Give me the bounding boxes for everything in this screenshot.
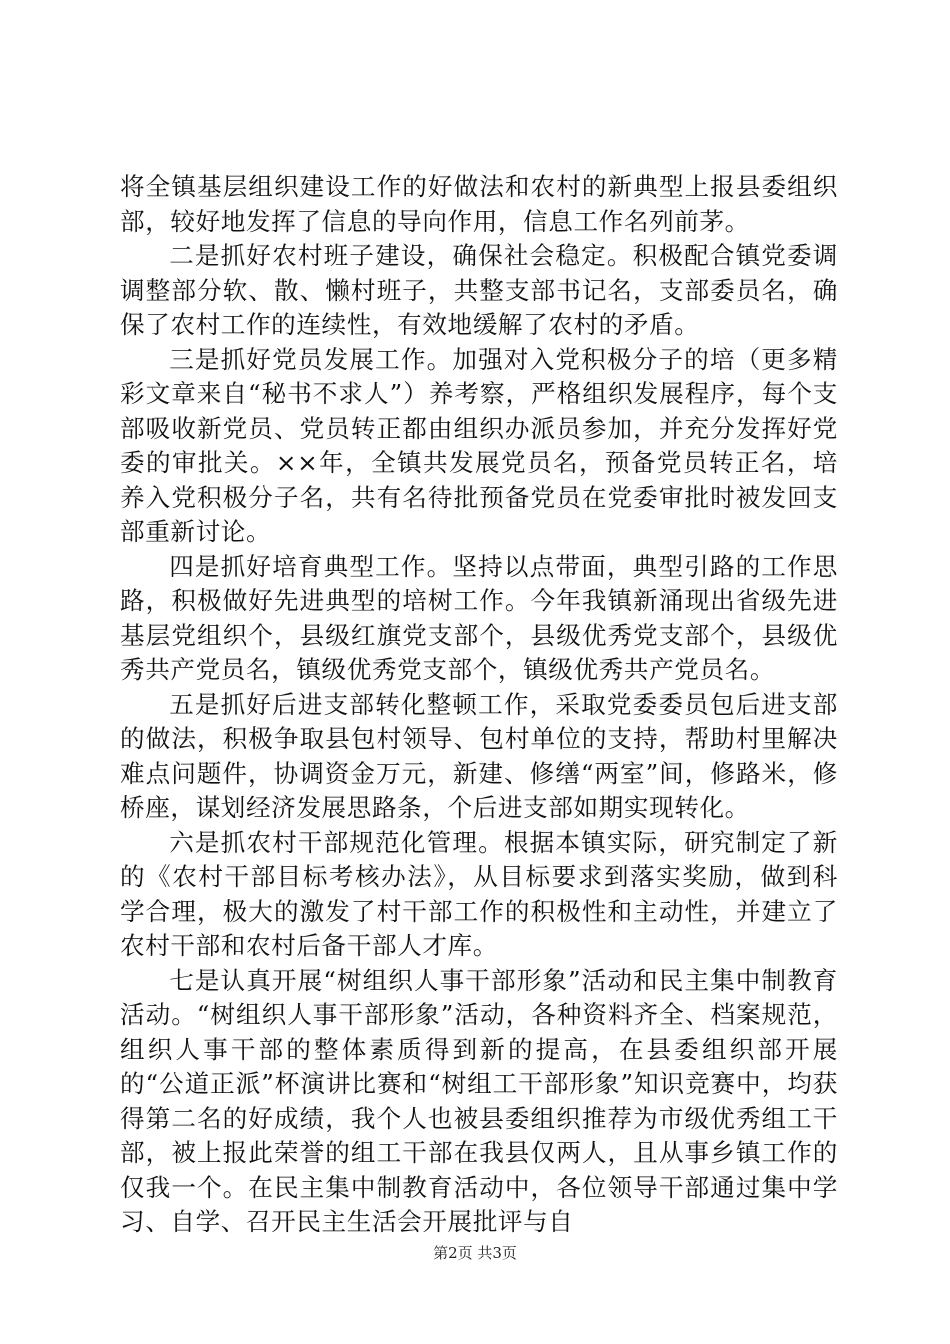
page-footer	[0, 1243, 950, 1263]
document-body	[120, 170, 838, 1240]
paragraph-6: 六是抓农村干部规范化管理。根据本镇实际，研究制定了新的《农村干部目标考核办法》，从目标要求到落实奖励，做到科学合理，极大的激发了村干部工作的积极性和主动性，并建立了农村干部和农村后备干部人才库。	[120, 827, 838, 960]
paragraph-1: 将全镇基层组织建设工作的好做法和农村的新典型上报县委组织部，较好地发挥了信息的导向作用，信息工作名列前茅。	[120, 172, 838, 236]
paragraph-3: 三是抓好党员发展工作。加强对入党积极分子的培（更多精彩文章来自“秘书不求人”）养考察，严格组织发展程序，每个支部吸收新党员、党员转正都由组织办派员参加，并充分发挥好党委的审批关。××年，全镇共发展党员名，预备党员转正名，培养入党积极分子名，共有名待批预备党员在党委审批时被发回支部重新讨论。	[120, 344, 838, 546]
paragraph-7: 七是认真开展“树组织人事干部形象”活动和民主集中制教育活动。“树组织人事干部形象”活动，各种资料齐全、档案规范，组织人事干部的整体素质得到新的提高，在县委组织部开展的“公道正派”杯演讲比赛和“树组工干部形象”知识竞赛中，均获得第二名的好成绩，我个人也被县委组织推荐为市级优秀组工干部，被上报此荣誉的组工干部在我县仅两人，且从事乡镇工作的仅我一个。在民主集中制教育活动中，各位领导干部通过集中学习、自学、召开民主生活会开展批评与自	[120, 965, 838, 1236]
page-number-label: 第2页 共3页	[433, 1244, 517, 1262]
paragraph-4: 四是抓好培育典型工作。坚持以点带面，典型引路的工作思路，积极做好先进典型的培树工作。今年我镇新涌现出省级先进基层党组织个，县级红旗党支部个，县级优秀党支部个，县级优秀共产党员名，镇级优秀党支部个，镇级优秀共产党员名。	[120, 551, 838, 684]
paragraph-2: 二是抓好农村班子建设，确保社会稳定。积极配合镇党委调调整部分软、散、懒村班子，共整支部书记名，支部委员名，确保了农村工作的连续性，有效地缓解了农村的矛盾。	[120, 241, 838, 339]
paragraph-5: 五是抓好后进支部转化整顿工作，采取党委委员包后进支部的做法，积极争取县包村领导、包村单位的支持，帮助村里解决难点问题件，协调资金万元，新建、修缮“两室”间，修路米，修桥座，谋划经济发展思路条，个后进支部如期实现转化。	[120, 689, 838, 822]
